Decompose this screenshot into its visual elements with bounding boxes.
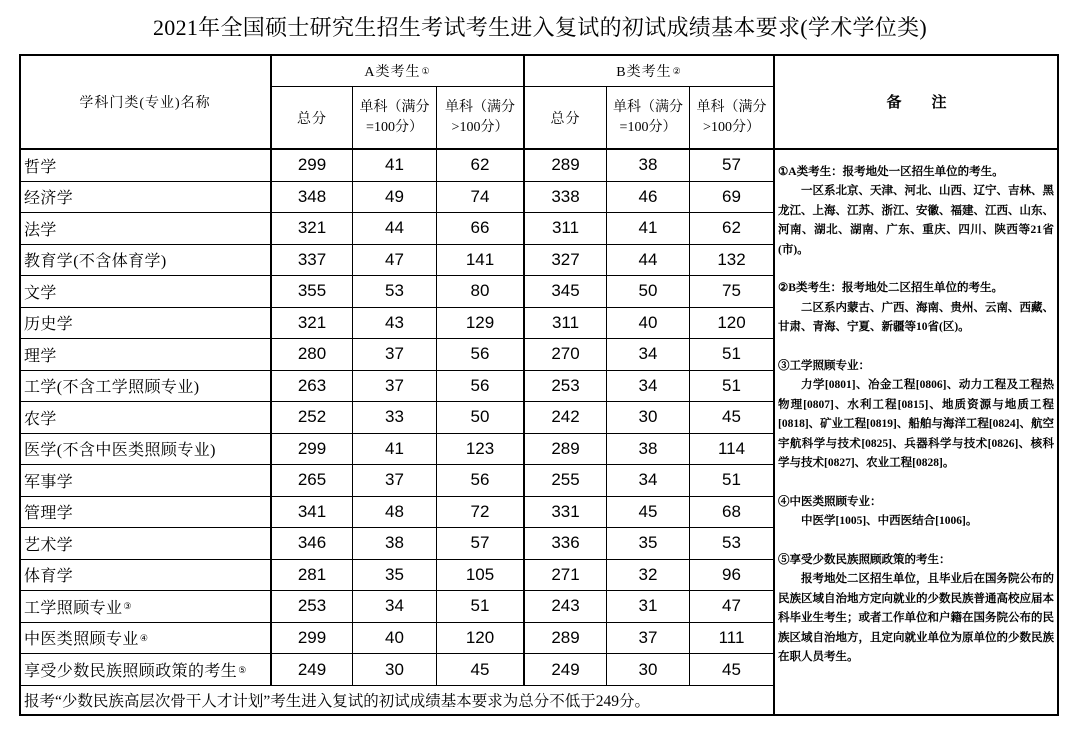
a-single-100-header-line1: 单科（满分: [359, 99, 430, 115]
b-total-cell: 270: [525, 339, 607, 371]
remark-item: [778, 357, 1054, 473]
subject-name: 经济学: [24, 190, 74, 208]
a-single-100-cell: 53: [353, 276, 437, 308]
remark-title: ②B类考生：报考地处二区招生单位的考生。: [778, 282, 1003, 295]
a-single-100-cell: 48: [353, 497, 437, 529]
b-single-gt100-cell: 68: [690, 497, 775, 529]
a-single-gt100-cell: 105: [437, 560, 525, 592]
a-single-gt100-cell: 56: [437, 371, 525, 403]
a-single-gt100-cell: 51: [437, 591, 525, 623]
remark-title: ④中医类照顾专业：: [778, 495, 882, 508]
b-total-header: 总分: [525, 87, 607, 150]
b-single-100-cell: 35: [607, 528, 690, 560]
subject-name: 工学(不含工学照顾专业): [24, 379, 200, 397]
remark-item: [778, 163, 1054, 260]
subject-name: 体育学: [24, 568, 74, 586]
a-single-100-cell: 38: [353, 528, 437, 560]
b-single-gt100-cell: 45: [690, 654, 775, 686]
subject-cell: [20, 560, 272, 592]
b-total-cell: 311: [525, 213, 607, 245]
subject-name: 享受少数民族照顾政策的考生: [24, 663, 238, 680]
b-single-gt100-cell: 69: [690, 182, 775, 214]
a-single-gt100-cell: 80: [437, 276, 525, 308]
b-single-100-header-line1: 单科（满分: [613, 99, 683, 115]
a-single-100-cell: 49: [353, 182, 437, 214]
a-single-gt100-header: [437, 87, 525, 150]
b-single-100-cell: 45: [607, 497, 690, 529]
subject-name: 医学(不含中医类照顾专业): [24, 442, 216, 460]
subject-cell: 工学照顾专业 ③: [20, 591, 272, 623]
remarks-cell: [775, 150, 1058, 715]
a-total-cell: 253: [272, 591, 353, 623]
group-a-header: A类考生 ①: [272, 55, 525, 87]
b-single-gt100-cell: 51: [690, 371, 775, 403]
subject-column-header: 学科门类(专业)名称: [20, 55, 272, 150]
a-total-cell: 299: [272, 150, 353, 182]
a-total-cell: 280: [272, 339, 353, 371]
a-single-gt100-cell: 66: [437, 213, 525, 245]
subject-name: 历史学: [24, 316, 74, 334]
b-single-gt100-cell: 47: [690, 591, 775, 623]
a-single-100-cell: 44: [353, 213, 437, 245]
b-total-cell: 289: [525, 150, 607, 182]
a-single-100-cell: 37: [353, 339, 437, 371]
b-total-cell: 289: [525, 434, 607, 466]
footer-note: 报考“少数民族高层次骨干人才计划”考生进入复试的初试成绩基本要求为总分不低于249分。: [20, 686, 775, 715]
subject-name: 工学照顾专业: [24, 599, 123, 617]
subject-cell: [20, 371, 272, 403]
a-single-gt100-cell: 123: [437, 434, 525, 466]
b-single-100-header-line2: =100分）: [619, 119, 677, 135]
b-total-cell: 336: [525, 528, 607, 560]
a-single-gt100-cell: 45: [437, 654, 525, 686]
b-single-gt100-cell: 120: [690, 308, 775, 340]
a-total-cell: 346: [272, 528, 353, 560]
remarks-header: [775, 55, 1058, 150]
subject-cell: [20, 528, 272, 560]
score-table: [20, 55, 1058, 715]
b-total-cell: 253: [525, 371, 607, 403]
b-single-gt100-cell: 132: [690, 245, 775, 277]
subject-name: 哲学: [24, 158, 57, 176]
b-single-100-cell: 46: [607, 182, 690, 214]
remark-body: 一区系北京、天津、河北、山西、辽宁、吉林、黑龙江、上海、江苏、浙江、安徽、福建、江西、山东、河南、湖北、湖南、广东、重庆、四川、陕西等21省(市)。: [778, 185, 1054, 256]
b-single-gt100-cell: 57: [690, 150, 775, 182]
b-total-cell: 331: [525, 497, 607, 529]
remark-title: ①A类考生：报考地处一区招生单位的考生。: [778, 166, 1004, 178]
b-single-gt100-cell: 62: [690, 213, 775, 245]
remark-body: 二区系内蒙古、广西、海南、贵州、云南、西藏、甘肃、青海、宁夏、新疆等10省(区)。: [778, 301, 1054, 334]
a-single-gt100-header-line2: >100分）: [451, 119, 509, 135]
b-single-gt100-cell: 51: [690, 339, 775, 371]
subject-cell: [20, 150, 272, 182]
b-single-100-cell: 37: [607, 623, 690, 655]
b-single-100-cell: 30: [607, 402, 690, 434]
b-single-gt100-header-line1: 单科（满分: [696, 99, 767, 115]
remark-item: [778, 279, 1054, 337]
a-total-cell: 355: [272, 276, 353, 308]
a-single-100-header-line2: =100分）: [366, 119, 423, 135]
remarks-header-label: 备注: [886, 95, 977, 111]
group-a-label: A类考生: [364, 64, 421, 80]
a-total-cell: 299: [272, 623, 353, 655]
subject-name: 军事学: [24, 473, 74, 491]
subject-name: 教育学(不含体育学): [24, 253, 167, 271]
b-single-100-cell: 31: [607, 591, 690, 623]
a-single-100-cell: 40: [353, 623, 437, 655]
b-single-100-header: [607, 87, 690, 150]
b-total-cell: 338: [525, 182, 607, 214]
b-single-100-cell: 38: [607, 150, 690, 182]
b-single-100-cell: 34: [607, 339, 690, 371]
subject-cell: [20, 434, 272, 466]
subject-name: 中医类照顾专业: [24, 631, 139, 649]
remark-title: ⑤享受少数民族照顾政策的考生：: [778, 554, 951, 567]
page-title: 2021年全国硕士研究生招生考试考生进入复试的初试成绩基本要求(学术学位类): [152, 15, 928, 40]
a-single-100-header: [353, 87, 437, 150]
a-single-gt100-cell: 56: [437, 465, 525, 497]
subject-cell: [20, 182, 272, 214]
a-single-100-cell: 41: [353, 434, 437, 466]
a-single-100-cell: 41: [353, 150, 437, 182]
subject-name: 法学: [24, 221, 57, 239]
a-total-cell: 337: [272, 245, 353, 277]
subject-cell: [20, 308, 272, 340]
subject-name: 农学: [24, 410, 57, 428]
b-single-gt100-cell: 96: [690, 560, 775, 592]
a-total-cell: 321: [272, 308, 353, 340]
group-b-label: B类考生: [616, 64, 672, 80]
b-single-100-cell: 30: [607, 654, 690, 686]
remark-body: 中医学[1005]、中西医结合[1006]。: [801, 515, 978, 528]
remark-title: ③工学照顾专业：: [778, 360, 870, 373]
b-single-gt100-cell: 53: [690, 528, 775, 560]
a-single-100-cell: 33: [353, 402, 437, 434]
a-single-100-cell: 35: [353, 560, 437, 592]
b-total-cell: 345: [525, 276, 607, 308]
subject-cell: [20, 213, 272, 245]
b-total-cell: 271: [525, 560, 607, 592]
a-total-cell: 348: [272, 182, 353, 214]
a-single-gt100-cell: 74: [437, 182, 525, 214]
b-total-cell: 289: [525, 623, 607, 655]
b-single-gt100-cell: 111: [690, 623, 775, 655]
b-single-gt100-cell: 51: [690, 465, 775, 497]
a-single-100-cell: 30: [353, 654, 437, 686]
subject-cell: [20, 339, 272, 371]
a-single-100-cell: 43: [353, 308, 437, 340]
a-single-gt100-cell: 50: [437, 402, 525, 434]
subject-cell: [20, 402, 272, 434]
subject-name: 文学: [24, 284, 57, 302]
b-single-100-cell: 38: [607, 434, 690, 466]
a-single-gt100-cell: 57: [437, 528, 525, 560]
subject-cell: [20, 276, 272, 308]
a-total-cell: 281: [272, 560, 353, 592]
b-total-cell: 243: [525, 591, 607, 623]
a-single-gt100-cell: 120: [437, 623, 525, 655]
b-single-100-cell: 34: [607, 465, 690, 497]
b-single-100-cell: 50: [607, 276, 690, 308]
a-single-gt100-cell: 129: [437, 308, 525, 340]
b-single-100-cell: 34: [607, 371, 690, 403]
subject-cell: 中医类照顾专业 ④: [20, 623, 272, 655]
subject-cell: [20, 245, 272, 277]
a-single-100-cell: 47: [353, 245, 437, 277]
a-single-gt100-cell: 72: [437, 497, 525, 529]
a-total-cell: 299: [272, 434, 353, 466]
a-single-100-cell: 37: [353, 465, 437, 497]
group-b-header: B类考生 ②: [525, 55, 775, 87]
a-single-gt100-header-line1: 单科（满分: [445, 99, 515, 115]
a-total-cell: 263: [272, 371, 353, 403]
a-single-100-cell: 34: [353, 591, 437, 623]
b-total-cell: 242: [525, 402, 607, 434]
b-single-100-cell: 44: [607, 245, 690, 277]
b-single-gt100-cell: 45: [690, 402, 775, 434]
a-total-header: 总分: [272, 87, 353, 150]
b-single-gt100-header-line2: >100分）: [703, 119, 760, 135]
a-total-cell: 252: [272, 402, 353, 434]
remark-item: [778, 551, 1054, 667]
subject-cell: [20, 465, 272, 497]
b-total-cell: 249: [525, 654, 607, 686]
remark-item: [778, 493, 1054, 532]
b-single-gt100-header: [690, 87, 775, 150]
b-single-gt100-cell: 75: [690, 276, 775, 308]
b-single-100-cell: 41: [607, 213, 690, 245]
b-total-cell: 327: [525, 245, 607, 277]
subject-name: 理学: [24, 347, 57, 365]
a-total-cell: 249: [272, 654, 353, 686]
subject-cell: 享受少数民族照顾政策的考生 ⑤: [20, 654, 272, 686]
a-single-100-cell: 37: [353, 371, 437, 403]
b-single-100-cell: 32: [607, 560, 690, 592]
b-single-100-cell: 40: [607, 308, 690, 340]
remark-body: 力学[0801]、冶金工程[0806]、动力工程及工程热物理[0807]、水利工程[0815]、地质资源与地质工程[0818]、矿业工程[0819]、船舶与海洋工程[0824]、航空宇航科学与技术[0825]、兵器科学与技术[0826]、核科学与技术[0827]、农业工程[0828]。: [778, 379, 1054, 470]
a-single-gt100-cell: 141: [437, 245, 525, 277]
remark-body: 报考地处二区招生单位，且毕业后在国务院公布的民族区域自治地方定向就业的少数民族普通高校应届本科毕业生考生；或者工作单位和户籍在国务院公布的民族区域自治地方，且定向就业单位为原单位的少数民族在职人员考生。: [778, 573, 1054, 664]
a-single-gt100-cell: 56: [437, 339, 525, 371]
b-total-cell: 255: [525, 465, 607, 497]
subject-name: 管理学: [24, 505, 74, 523]
b-total-cell: 311: [525, 308, 607, 340]
a-single-gt100-cell: 62: [437, 150, 525, 182]
subject-name: 艺术学: [24, 536, 74, 554]
subject-cell: [20, 497, 272, 529]
a-total-cell: 321: [272, 213, 353, 245]
a-total-cell: 265: [272, 465, 353, 497]
b-single-gt100-cell: 114: [690, 434, 775, 466]
a-total-cell: 341: [272, 497, 353, 529]
